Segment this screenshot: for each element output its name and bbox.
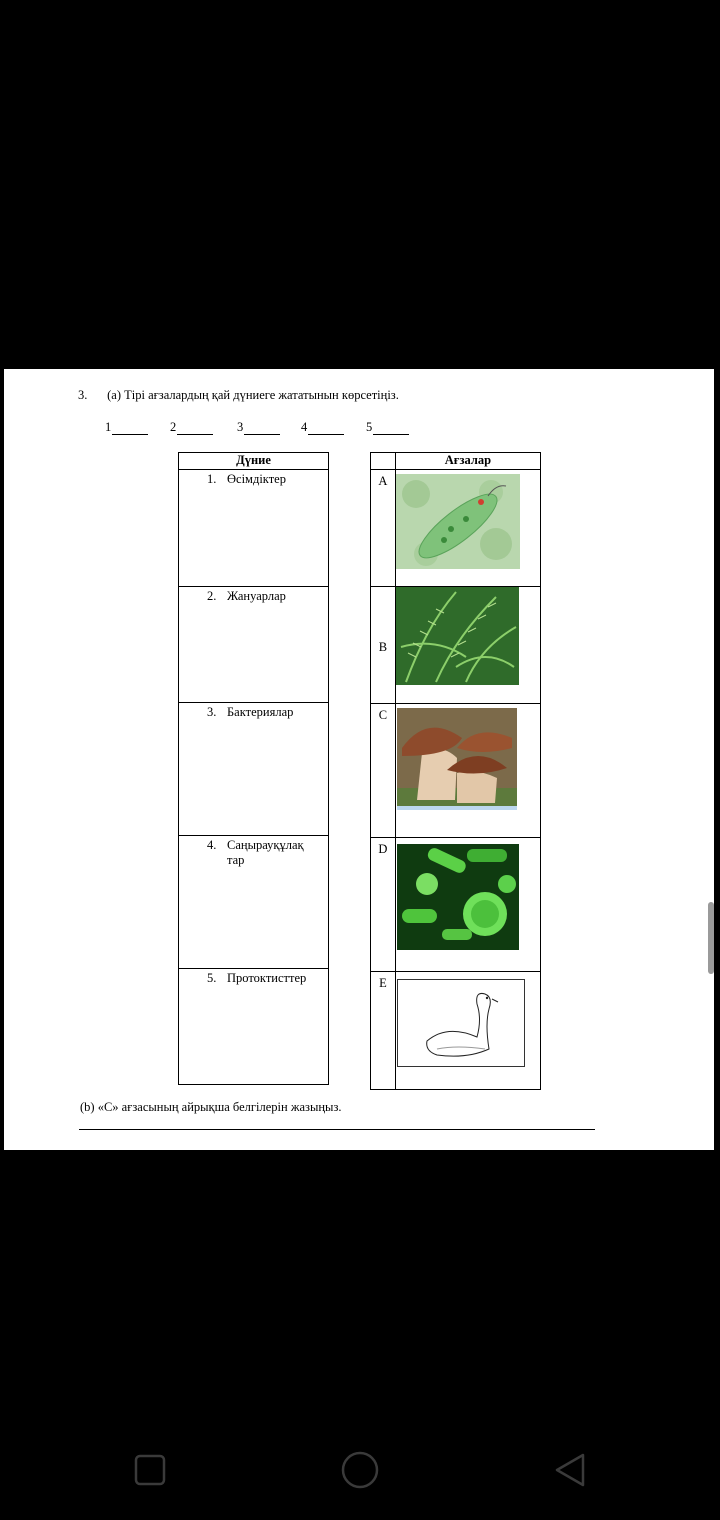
question-part-b: (b) «С» ағзасының айрықша белгілерін жазыңыз.: [80, 1100, 342, 1114]
organism-letter: A: [371, 470, 396, 587]
scrollbar[interactable]: [708, 902, 714, 974]
answer-blank-5[interactable]: 5: [366, 420, 409, 435]
back-icon[interactable]: [553, 1452, 587, 1488]
organism-letter: E: [371, 972, 396, 1090]
question-heading: [78, 388, 399, 403]
document-page: [4, 369, 714, 1150]
mushroom-image: [395, 704, 540, 838]
answer-line[interactable]: [79, 1129, 595, 1130]
home-icon[interactable]: [340, 1450, 380, 1490]
answer-blank-4[interactable]: 4: [301, 420, 344, 435]
euglena-image: [395, 470, 540, 587]
organism-table: [370, 452, 541, 1090]
answer-blank-1[interactable]: 1: [105, 420, 148, 435]
kingdom-row: 2. Жануарлар: [179, 587, 329, 703]
kingdom-row: 3. Бактериялар: [179, 703, 329, 836]
question-text: (a) Тірі ағзалардың қай дүниеге жататынын көрсетіңіз.: [107, 388, 399, 402]
kingdom-row: 4. Саңырауқұлақ тар: [179, 836, 329, 969]
kingdom-row: 1. Өсімдіктер: [179, 470, 329, 587]
organism-letter: C: [371, 704, 396, 838]
recent-apps-icon[interactable]: [134, 1454, 166, 1486]
organism-header: Ағзалар: [395, 453, 540, 470]
fern-image: [395, 587, 540, 704]
organism-letter: D: [371, 838, 396, 972]
kingdom-table: [178, 452, 329, 1085]
organism-letter: B: [371, 587, 396, 704]
navigation-bar: [0, 1420, 720, 1520]
kingdom-header: Дүние: [179, 453, 329, 470]
bacteria-image: [395, 838, 540, 972]
kingdom-row: 5. Протоктисттер: [179, 969, 329, 1085]
answer-blank-2[interactable]: 2: [170, 420, 213, 435]
answer-blank-3[interactable]: 3: [237, 420, 280, 435]
swan-image: [395, 972, 540, 1090]
question-number: 3.: [78, 388, 88, 402]
